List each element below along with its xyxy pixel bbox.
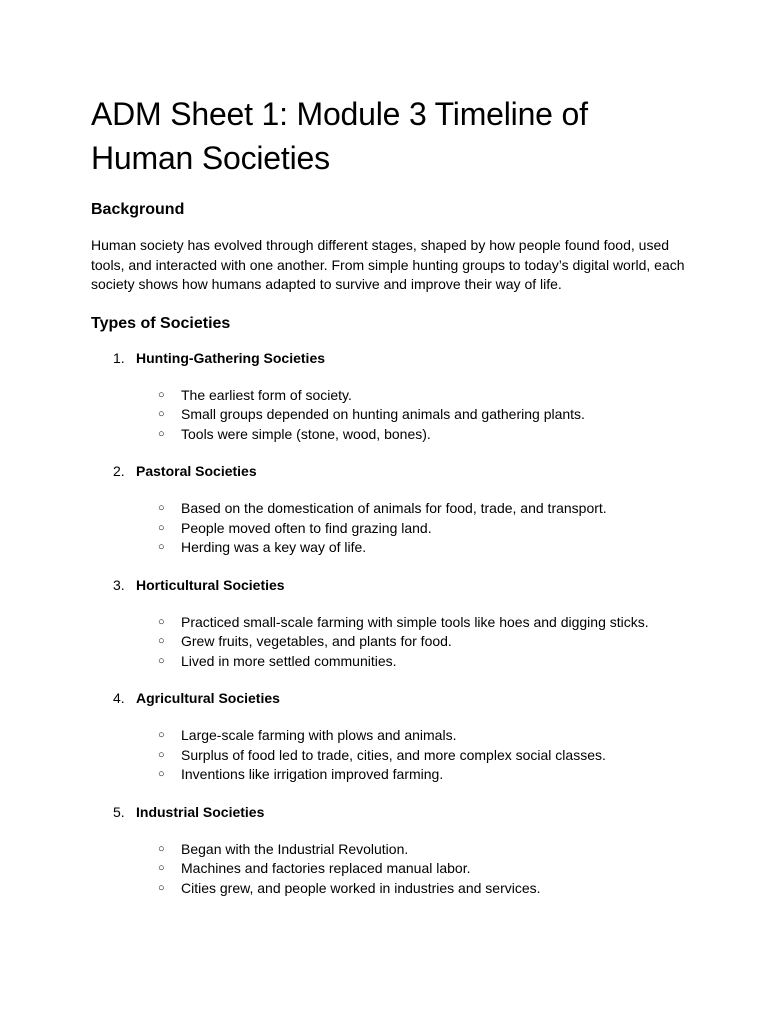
point-text: Lived in more settled communities. [181,652,397,669]
list-item [91,765,691,785]
list-item [91,519,691,539]
hollow-circle-bullet-icon: ○ [158,615,165,628]
hollow-circle-bullet-icon: ○ [158,521,165,534]
society-heading [91,349,691,368]
point-text: Cities grew, and people worked in industries and services. [181,879,541,896]
point-text: Large-scale farming with plows and animals. [181,727,457,743]
list-item [91,726,691,746]
society-item-agricultural [91,689,691,785]
point-text: Surplus of food led to trade, cities, and more complex social classes. [181,746,606,763]
document-title: ADM Sheet 1: Module 3 Timeline of Human Societies [91,96,588,176]
society-points [91,840,691,899]
point-text: People moved often to find grazing land. [181,519,432,536]
society-name: Hunting-Gathering Societies [136,349,326,366]
hollow-circle-bullet-icon: ○ [158,541,165,553]
hollow-circle-bullet-icon: ○ [158,881,165,894]
list-item [91,425,691,445]
society-number: 4. [113,690,125,706]
society-heading [91,462,691,481]
point-text: Machines and factories replaced manual labor. [181,860,471,876]
society-points [91,726,691,785]
society-number: 1. [113,349,125,366]
society-number: 5. [113,803,125,820]
society-item-hunting-gathering [91,349,691,445]
list-item [91,632,691,652]
list-item [91,386,691,406]
hollow-circle-bullet-icon: ○ [158,654,165,667]
list-item [91,859,691,879]
hollow-circle-bullet-icon: ○ [158,748,165,761]
society-heading [91,803,691,822]
society-item-industrial [91,803,691,899]
point-text: Small groups depended on hunting animals and gathering plants. [181,406,585,422]
types-of-societies-heading: Types of Societies [91,314,231,332]
point-text: Based on the domestication of animals for food, trade, and transport. [181,500,607,516]
society-number: 3. [113,576,125,593]
society-number: 2. [113,463,125,479]
hollow-circle-bullet-icon: ○ [158,862,165,874]
list-item [91,613,691,633]
list-item [91,405,691,425]
point-text: Began with the Industrial Revolution. [181,840,409,857]
point-text: Grew fruits, vegetables, and plants for food. [181,633,452,649]
society-heading [91,689,691,708]
hollow-circle-bullet-icon: ○ [158,768,165,780]
society-name: Horticultural Societies [136,576,285,593]
societies-list [91,349,691,899]
hollow-circle-bullet-icon: ○ [158,388,165,401]
list-item [91,652,691,672]
list-item [91,879,691,899]
society-name: Pastoral Societies [136,463,257,479]
hollow-circle-bullet-icon: ○ [158,635,165,647]
society-name: Agricultural Societies [136,690,280,706]
point-text: Practiced small-scale farming with simple tools like hoes and digging sticks. [181,613,649,630]
hollow-circle-bullet-icon: ○ [158,729,165,741]
society-points [91,499,691,558]
list-item [91,499,691,519]
list-item [91,840,691,860]
hollow-circle-bullet-icon: ○ [158,502,165,514]
society-name: Industrial Societies [136,803,265,820]
point-text: Inventions like irrigation improved farming. [181,766,444,782]
hollow-circle-bullet-icon: ○ [158,427,165,440]
society-heading [91,576,691,595]
background-heading: Background [91,201,185,218]
point-text: Tools were simple (stone, wood, bones). [181,425,431,442]
list-item [91,538,691,558]
point-text: The earliest form of society. [181,386,352,403]
hollow-circle-bullet-icon: ○ [158,842,165,855]
hollow-circle-bullet-icon: ○ [158,408,165,420]
society-points [91,386,691,445]
document-page [91,92,691,916]
society-points [91,613,691,672]
background-paragraph: Human society has evolved through different stages, shaped by how people found food, used tools, and interacted with one another. From simple hunting groups to today’s digital world, each society shows how humans adapted to survive and improve their way of life. [91,237,685,292]
list-item [91,746,691,766]
society-item-horticultural [91,576,691,672]
society-item-pastoral [91,462,691,558]
point-text: Herding was a key way of life. [181,539,367,555]
